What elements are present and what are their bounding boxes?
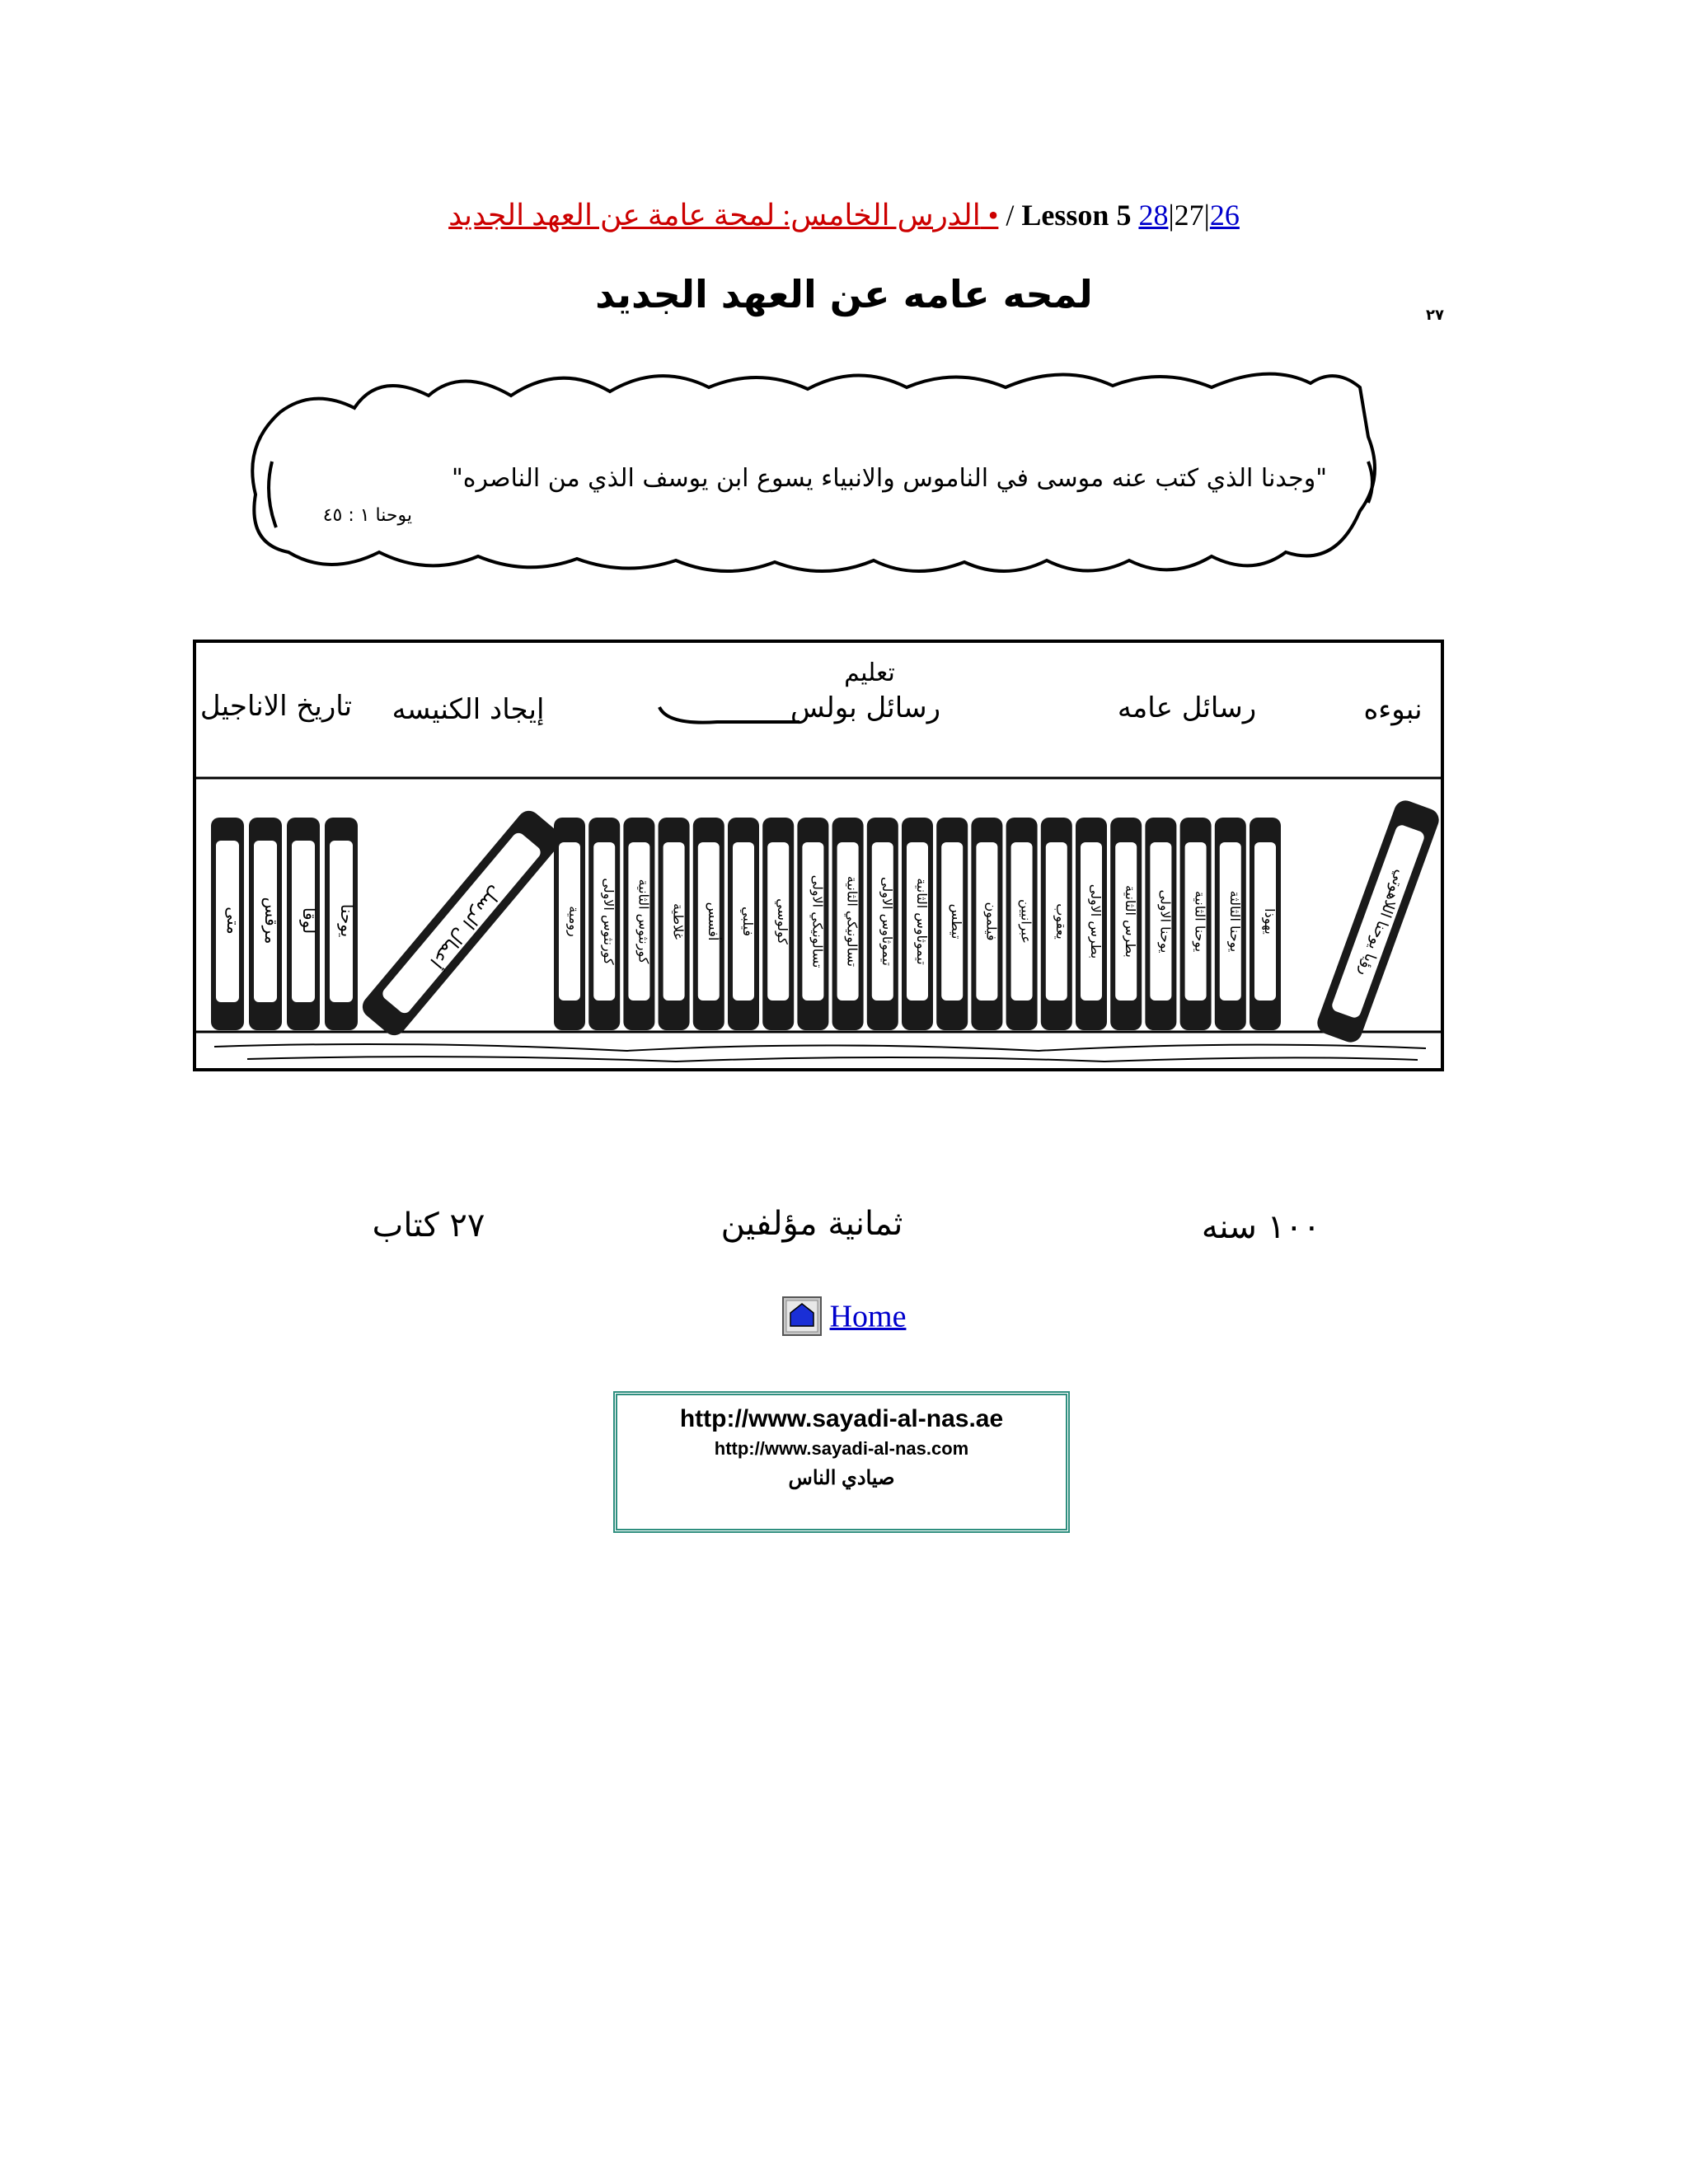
category-prophecy: نبوءه	[1363, 693, 1423, 726]
site-url-com: http://www.sayadi-al-nas.com	[714, 1438, 969, 1459]
book-general-letter	[1145, 818, 1176, 1030]
book-title: تسالونيكي الاولى	[809, 874, 826, 968]
book-paul-letter	[659, 818, 690, 1030]
cloud-reference: يوحنا ١ : ٤٥	[322, 505, 412, 526]
book-title: كورنثوس الثانية	[635, 879, 652, 964]
page-number-mark: ٢٧	[1426, 307, 1444, 324]
shelf-board	[195, 1032, 1442, 1070]
category-paul-letters: رسائل بولس	[790, 691, 941, 724]
page-28-link[interactable]: 28	[1138, 199, 1169, 232]
book-title: يعقوب	[1053, 903, 1069, 940]
page-separator: |	[1203, 199, 1210, 232]
site-info-box	[613, 1391, 1070, 1533]
book-title: لوقا	[299, 907, 319, 935]
book-paul-letter	[936, 818, 968, 1030]
book-title: فيلبي	[740, 907, 756, 936]
book-title: فيلمون	[983, 902, 1000, 941]
book-paul-letter	[554, 818, 585, 1030]
book-paul-letter	[971, 818, 1002, 1030]
book-general-letter	[1215, 818, 1246, 1030]
book-title: رومية	[566, 906, 582, 937]
book-title: يهوذا	[1262, 908, 1278, 935]
shelf-grain	[214, 1044, 1426, 1051]
book-paul-letter	[902, 818, 933, 1030]
book-general-letter	[1110, 818, 1142, 1030]
book-general-letter	[1076, 818, 1107, 1030]
book-general-letter	[1041, 818, 1072, 1030]
page-separator: |	[1168, 199, 1175, 232]
book-title: كولوسي	[775, 898, 791, 944]
teaching-underline	[659, 707, 799, 723]
cloud-quote-text: "وجدنا الذي كتب عنه موسى في الناموس والانبياء يسوع ابن يوسف الذي من الناصره"	[451, 464, 1327, 493]
home-icon[interactable]	[782, 1296, 822, 1336]
book-title: غلاطية	[670, 902, 687, 940]
book-paul-letter	[762, 818, 794, 1030]
home-link[interactable]: Home	[829, 1299, 907, 1334]
book-paul-letter	[728, 818, 759, 1030]
book-title: يوحنا	[337, 903, 357, 938]
book-acts	[358, 806, 565, 1040]
letter-books	[554, 818, 1281, 1030]
page-26-link[interactable]: 26	[1209, 199, 1240, 232]
header-slash: /	[998, 199, 1022, 232]
book-title: تيموثاوس الاولى	[879, 877, 895, 966]
category-teaching: تعليم	[844, 658, 895, 687]
book-title: كورنثوس الاولى	[601, 878, 617, 965]
current-page-27: 27	[1174, 199, 1204, 232]
book-revelation	[1314, 797, 1442, 1045]
book-general-letter	[1006, 818, 1038, 1030]
book-paul-letter	[588, 818, 620, 1030]
footer-years: ١٠٠ سنه	[1201, 1208, 1321, 1246]
book-title: مرقس	[261, 897, 281, 944]
book-title: أفسس	[705, 902, 721, 941]
site-url-ae: http://www.sayadi-al-nas.ae	[679, 1405, 1004, 1432]
gospel-books	[211, 818, 358, 1030]
book-title: رؤيا يوحنا اللاهوتي	[1355, 867, 1410, 979]
footer-books-count: ٢٧ كتاب	[372, 1207, 485, 1244]
book-title: تيطس	[949, 903, 965, 940]
book-paul-letter	[797, 818, 828, 1030]
book-general-letter	[1180, 818, 1212, 1030]
footer-authors: ثمانية مؤلفين	[720, 1205, 903, 1243]
home-link-area	[0, 1296, 1688, 1336]
shelf-grain	[247, 1057, 1418, 1062]
book-title: تيموثاوس الثانية	[914, 878, 930, 965]
book-title: عبرانيين	[1018, 899, 1034, 944]
lesson-title-link[interactable]: الدرس الخامس: لمحة عامة عن العهد الجديد •	[448, 199, 999, 232]
category-gospels-history: تاريخ الاناجيل	[199, 690, 353, 723]
book-title: أعمال الرسل	[425, 881, 506, 972]
category-general-letters: رسائل عامه	[1117, 691, 1257, 724]
illustration-title: لمحه عامه عن العهد الجديد	[595, 272, 1093, 316]
book-paul-letter	[693, 818, 724, 1030]
site-name: صيادي الناس	[788, 1467, 895, 1489]
lesson-label: Lesson 5	[1021, 199, 1132, 232]
book-paul-letter	[867, 818, 898, 1030]
book-title: تسالونيكي الثانية	[844, 875, 860, 968]
category-church-growth: إيجاد الكنيسه	[392, 693, 545, 726]
book-title: بطرس الثانية	[1123, 885, 1139, 958]
book-title: متى	[223, 907, 243, 935]
book-title: يوحنا الثالثة	[1226, 890, 1243, 953]
book-paul-letter	[623, 818, 654, 1030]
book-title: يوحنا الاولى	[1157, 889, 1174, 954]
book-paul-letter	[832, 818, 864, 1030]
book-title: بطرس الاولى	[1088, 883, 1104, 959]
book-title: يوحنا الثانية	[1192, 890, 1208, 953]
book-general-letter	[1250, 818, 1281, 1030]
